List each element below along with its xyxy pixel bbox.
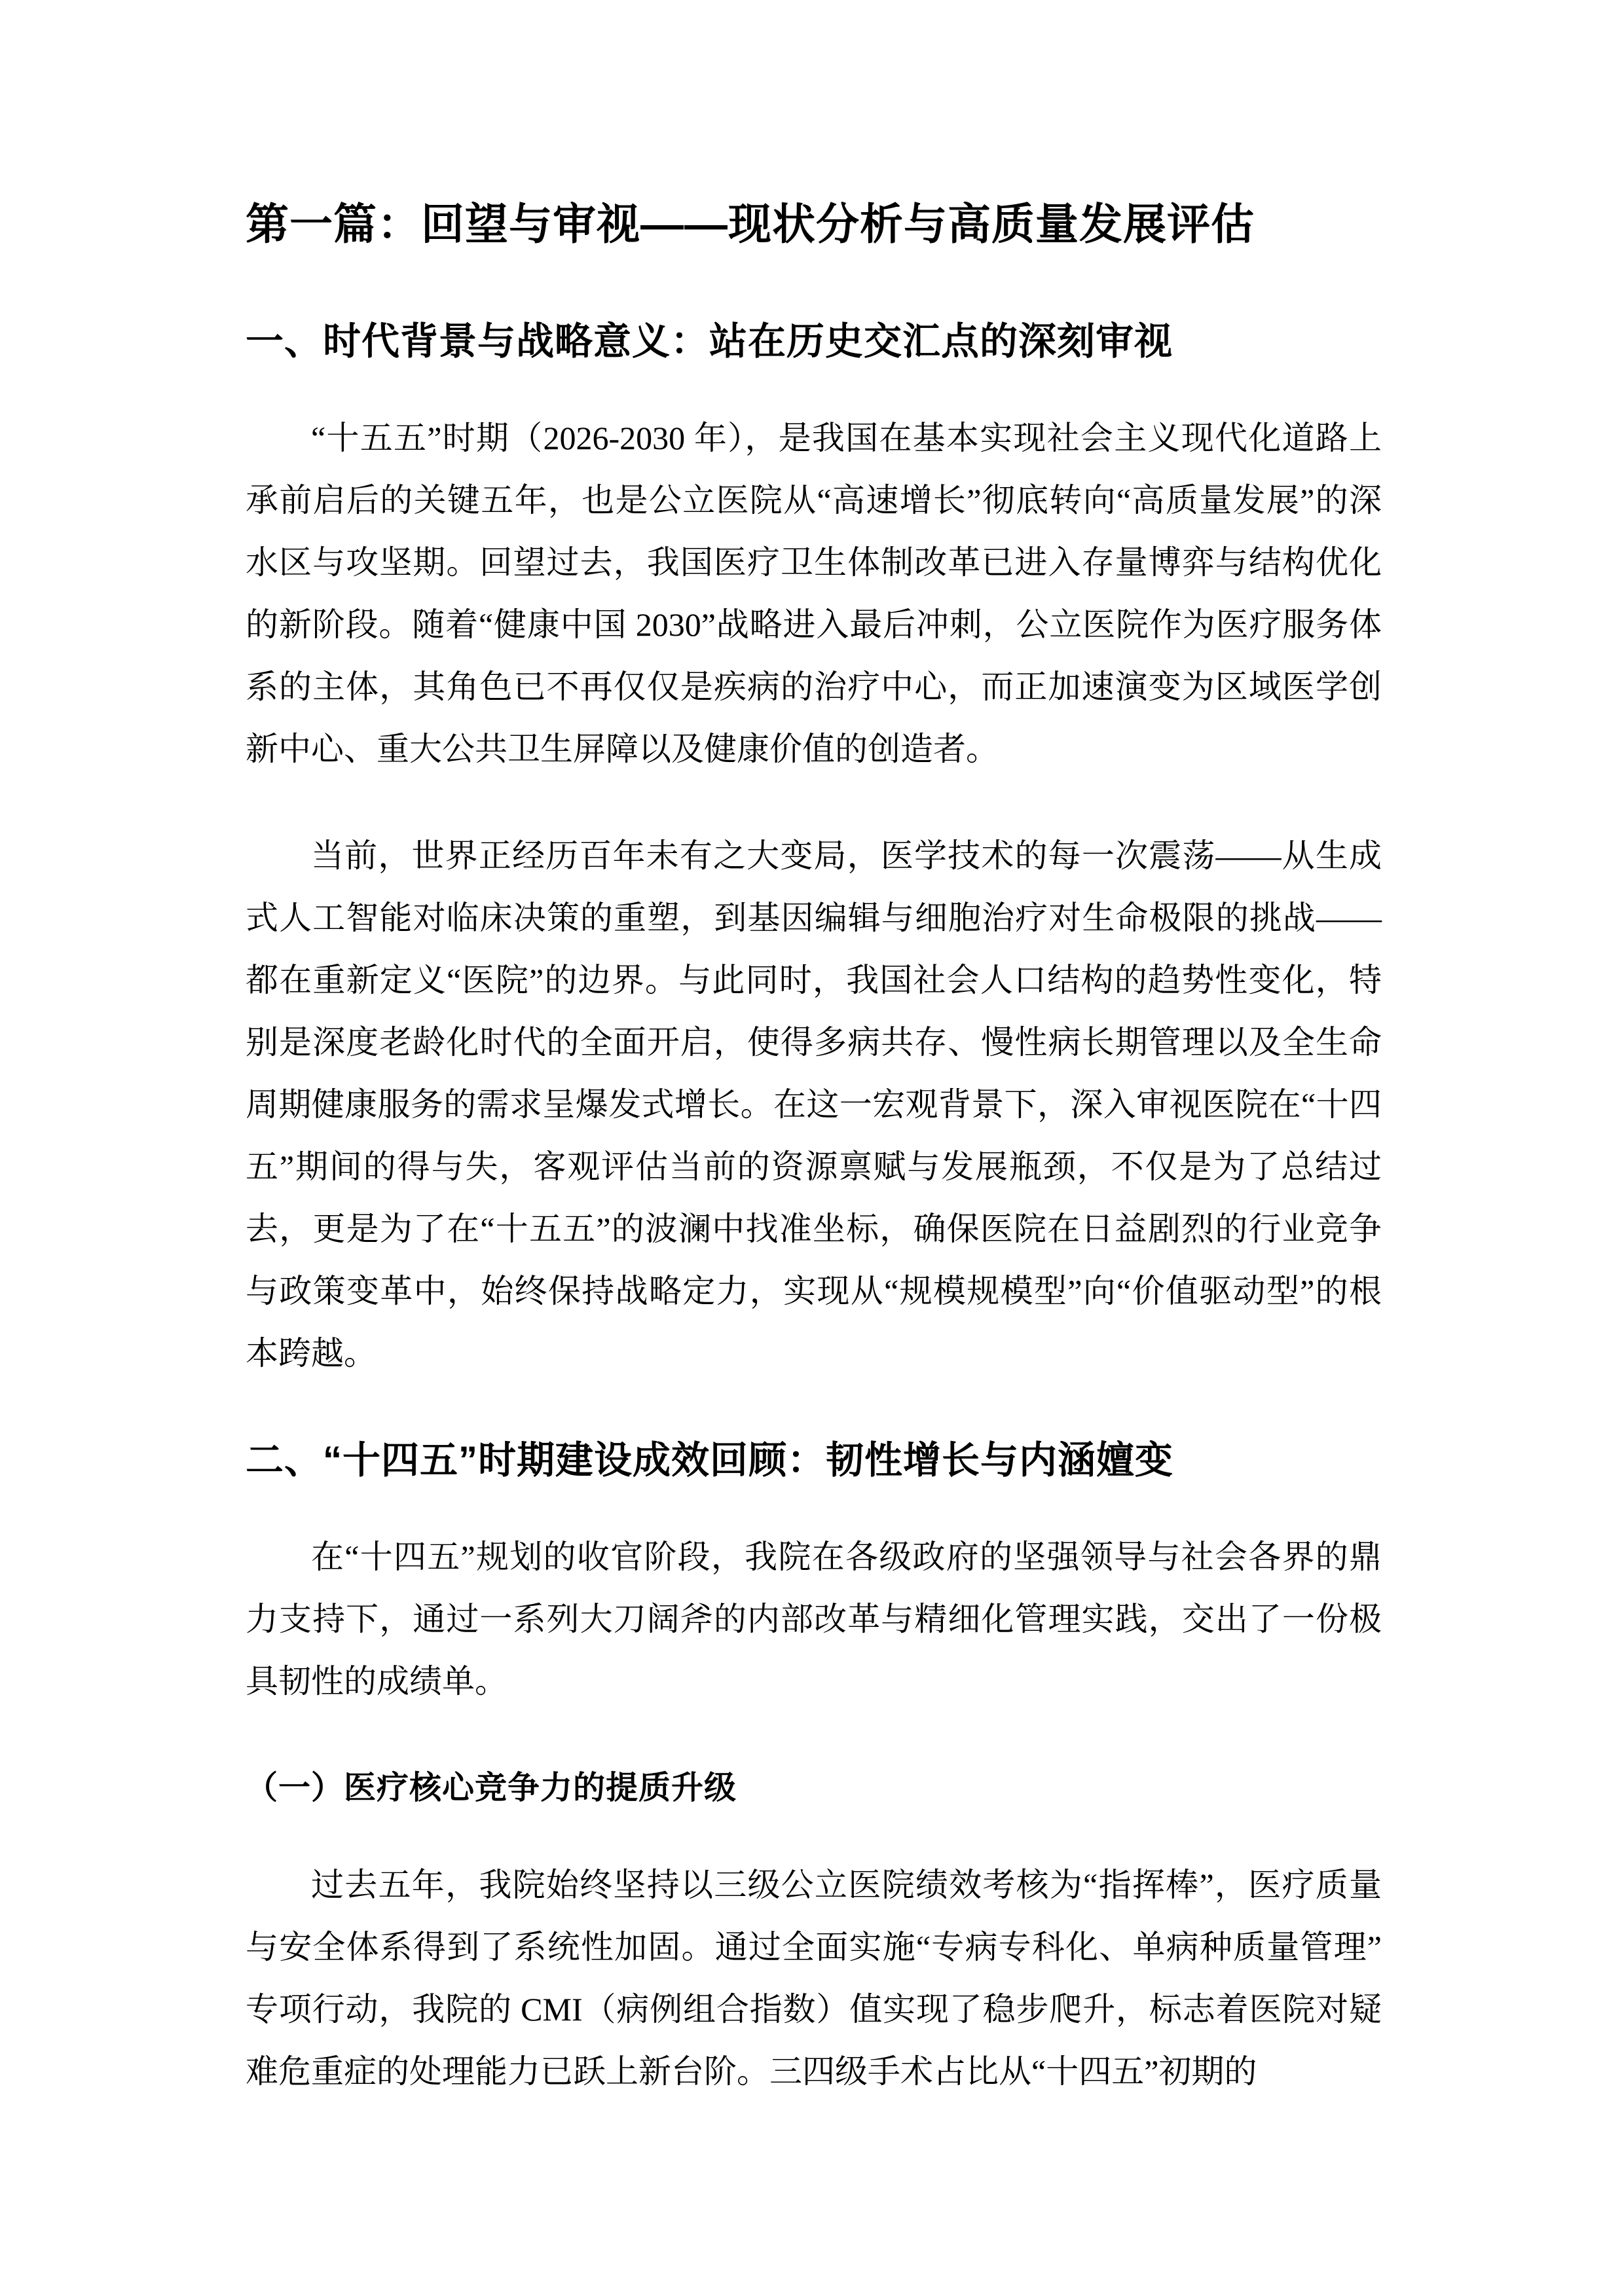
section-1-paragraph-2: 当前，世界正经历百年未有之大变局，医学技术的每一次震荡——从生成式人工智能对临床决策的重塑，到基因编辑与细胞治疗对生命极限的挑战——都在重新定义“医院”的边界。与此同时，我国社会人口结构的趋势性变化，特别是深度老龄化时代的全面开启，使得多病共存、慢性病长期管理以及全生命周期健康服务的需求呈爆发式增长。在这一宏观背景下，深入审视医院在“十四五”期间的得与失，客观评估当前的资源禀赋与发展瓶颈，不仅是为了总结过去，更是为了在“十五五”的波澜中找准坐标，确保医院在日益剧烈的行业竞争与政策变革中，始终保持战略定力，实现从“规模规模型”向“价值驱动型”的根本跨越。 — [246, 837, 1382, 1372]
section-1-paragraph-1: “十五五”时期（2026-2030 年），是我国在基本实现社会主义现代化道路上承前启后的关键五年，也是公立医院从“高速增长”彻底转向“高质量发展”的深水区与攻坚期。回望过去，我国医疗卫生体制改革已进入存量博弈与结构优化的新阶段。随着“健康中国 2030”战略进入最后冲刺，公立医院作为医疗服务体系的主体，其角色已不再仅仅是疾病的治疗中心，而正加速演变为区域医学创新中心、重大公共卫生屏障以及健康价值的创造者。 — [246, 420, 1382, 767]
section-1-heading: 一、时代背景与战略意义：站在历史交汇点的深刻审视 — [246, 320, 1173, 363]
section-2-paragraph-1: 在“十四五”规划的收官阶段，我院在各级政府的坚强领导与社会各界的鼎力支持下，通过一系列大刀阔斧的内部改革与精细化管理实践，交出了一份极具韧性的成绩单。 — [246, 1539, 1382, 1700]
part-title: 第一篇：回望与审视——现状分析与高质量发展评估 — [246, 200, 1255, 248]
subsection-1-paragraph-1: 过去五年，我院始终坚持以三级公立医院绩效考核为“指挥棒”，医疗质量与安全体系得到了系统性加固。通过全面实施“专病专科化、单病种质量管理”专项行动，我院的 CMI（病例组合指数）值实现了稳步爬升，标志着医院对疑难危重症的处理能力已跃上新台阶。三四级手术占比从“十四五”初期的 — [246, 1867, 1382, 2090]
section-2-heading: 二、“十四五”时期建设成效回顾：韧性增长与内涵嬗变 — [246, 1439, 1174, 1482]
subsection-1-heading: （一）医疗核心竞争力的提质升级 — [246, 1770, 737, 1806]
